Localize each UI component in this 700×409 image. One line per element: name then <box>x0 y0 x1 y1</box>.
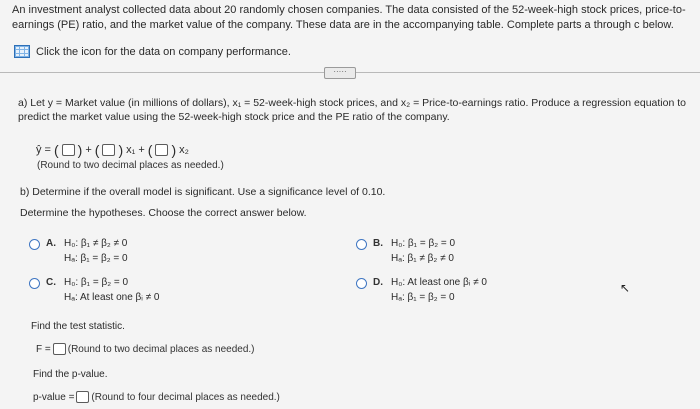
mouse-cursor-icon: ↖ <box>620 281 631 295</box>
pvalue-input[interactable] <box>76 391 89 403</box>
option-letter: A. <box>46 238 56 249</box>
test-statistic-prompt: Find the test statistic. <box>31 321 125 332</box>
option-d[interactable] <box>356 275 487 305</box>
f-statistic-row <box>36 343 255 355</box>
option-b[interactable] <box>356 236 455 266</box>
paren: ) <box>171 142 177 158</box>
pvalue-label: p-value = <box>33 391 75 403</box>
y-hat-label: ŷ = <box>36 144 51 156</box>
option-letter: D. <box>373 277 383 288</box>
plus-sign: + <box>85 144 92 156</box>
radio-button[interactable] <box>29 239 40 250</box>
rounding-hint: (Round to two decimal places as needed.) <box>37 160 224 171</box>
pvalue-prompt: Find the p-value. <box>33 369 108 380</box>
hypotheses-prompt: Determine the hypotheses. Choose the correct answer below. <box>20 207 307 219</box>
f-statistic-input[interactable] <box>53 343 66 355</box>
pvalue-rounding-hint: (Round to four decimal places as needed.) <box>91 391 280 403</box>
problem-intro: An investment analyst collected data about 20 randomly chosen companies. The data consisted of the 52-week-high stock prices, price-to-earnings (PE) ratio, and the market value of the company. These data are in the accompanying table. Complete parts a through c below. <box>12 4 686 31</box>
alt-hypothesis: Hₐ: β₁ = β₂ = 0 <box>391 292 455 303</box>
data-link-label[interactable]: Click the icon for the data on company performance. <box>36 45 291 58</box>
paren: ( <box>147 142 153 158</box>
paren: ) <box>118 142 124 158</box>
paren: ( <box>53 142 59 158</box>
null-hypothesis: H₀: β₁ = β₂ = 0 <box>391 238 456 249</box>
x2-label: x₂ <box>179 144 189 156</box>
intercept-input[interactable] <box>62 144 75 156</box>
b1-input[interactable] <box>102 144 115 156</box>
alt-hypothesis: Hₐ: β₁ ≠ β₂ ≠ 0 <box>391 253 454 264</box>
option-c[interactable] <box>29 275 159 305</box>
part-b-question: b) Determine if the overall model is significant. Use a significance level of 0.10. <box>20 186 386 198</box>
plus-sign: + <box>138 144 145 156</box>
data-link[interactable] <box>14 45 291 58</box>
null-hypothesis: H₀: β₁ ≠ β₂ ≠ 0 <box>64 238 128 249</box>
option-a[interactable] <box>29 236 128 266</box>
option-letter: C. <box>46 277 56 288</box>
table-icon[interactable] <box>14 45 30 58</box>
radio-button[interactable] <box>356 239 367 250</box>
alt-hypothesis: Hₐ: At least one βᵢ ≠ 0 <box>64 292 160 303</box>
regression-equation <box>36 142 189 158</box>
x1-label: x₁ <box>126 144 136 156</box>
null-hypothesis: H₀: β₁ = β₂ = 0 <box>64 277 129 288</box>
null-hypothesis: H₀: At least one βᵢ ≠ 0 <box>391 277 487 288</box>
b2-input[interactable] <box>155 144 168 156</box>
pvalue-row <box>33 391 280 403</box>
expand-button[interactable]: ····· <box>324 67 356 79</box>
paren: ) <box>77 142 83 158</box>
f-rounding-hint: (Round to two decimal places as needed.) <box>67 343 255 355</box>
radio-button[interactable] <box>356 278 367 289</box>
option-letter: B. <box>373 238 383 249</box>
radio-button[interactable] <box>29 278 40 289</box>
alt-hypothesis: Hₐ: β₁ = β₂ = 0 <box>64 253 128 264</box>
part-a-question: a) Let y = Market value (in millions of dollars), x₁ = 52-week-high stock prices, and x₂ = Price-to-earnings ratio. Produce a regression equation to predict the market value using the 52-week-high stock price and the PE ratio of the company. <box>18 97 686 123</box>
paren: ( <box>94 142 100 158</box>
f-label: F = <box>36 343 51 355</box>
